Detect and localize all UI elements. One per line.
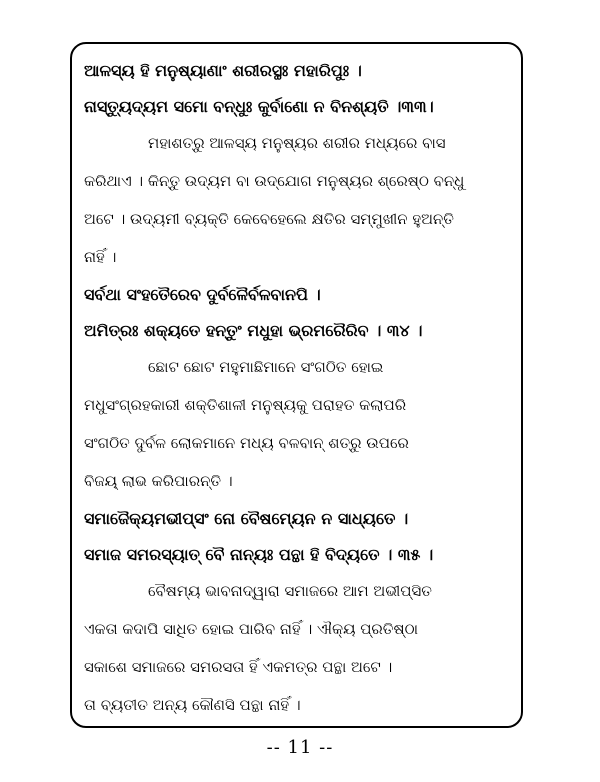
explanation-line: ମହାଶତ୍ରୁ ଆଳସ୍ୟ ମନୁଷ୍ୟର ଶରୀର ମଧ୍ୟରେ ବାସ <box>148 134 446 152</box>
explanation-line: ସକାଶେ ସମାଜରେ ସମରସତା ହିଁ ଏକମତ୍ର ପନ୍ଥା ଅଟେ । <box>84 658 393 676</box>
explanation-line: ଏକତା କଦାପି ସାଧିତ ହୋଇ ପାରିବ ନାହିଁ । ଐକ୍ୟ ପ୍ରତିଷ୍ଠା <box>84 620 418 638</box>
verse-line: ନାସ୍ତ୍ୟୁଦ୍ୟମ ସମୋ ବନ୍ଧୁଃ କୁର୍ବାଣୋ ନ ବିନଶ୍ୟତି ।୩୩। <box>84 97 434 116</box>
explanation-35 <box>84 578 509 718</box>
verse-33 <box>84 58 509 120</box>
explanation-line: ମଧୁସଂଗ୍ରହକାରୀ ଶକ୍ତିଶାଳୀ ମନୁଷ୍ୟକୁ ପରାହତ କଲାପରି <box>84 396 407 414</box>
explanation-line: ବୈଷମ୍ୟ ଭାବନାଦ୍ୱାରା ସମାଜରେ ଆମ ଅଭୀପ୍‌ସିତ <box>148 582 433 600</box>
verse-line: ଆଳସ୍ୟ ହି ମନୁଷ୍ୟାଣାଂ ଶରୀରସ୍ଥଃ ମହାରିପୁଃ । <box>84 61 362 80</box>
explanation-line: ନାହିଁ । <box>84 248 117 266</box>
page-frame <box>70 42 523 728</box>
explanation-line: ଛୋଟ ଛୋଟ ମହୁମାଛିମାନେ ସଂଗଠିତ ହୋଇ <box>148 358 384 376</box>
explanation-line: ବିଜୟ୍ ଲାଭ କରିପାରନ୍ତି । <box>84 472 233 490</box>
verse-line: ସର୍ବଥା ସଂହତୈରେବ ଦୁର୍ବଳୈର୍ବଳବାନପି । <box>84 285 321 304</box>
verse-35 <box>84 506 509 568</box>
explanation-line: ତା ବ୍ୟତୀତ ଅନ୍ୟ କୌଣସି ପନ୍ଥା ନାହିଁ । <box>84 696 301 714</box>
page-number: -- 11 -- <box>266 737 334 758</box>
explanation-line: ଅଟେ । ଉଦ୍ୟମୀ ବ୍ୟକ୍ତି କେବେହେଲେ କ୍ଷତିର ସମ୍ମୁଖୀନ ହୁଅନ୍ତି <box>84 210 454 228</box>
verse-line: ସମାଜୈକ୍ୟମଭୀପ୍ସଂ ନୋ ବୈଷମ୍ୟେନ ନ ସାଧ୍ୟତେ । <box>84 509 409 528</box>
explanation-33 <box>84 130 509 270</box>
verse-line: ସମାଜ ସମରସ୍ୟାତ୍ ବୈ ନାନ୍ୟଃ ପନ୍ଥା ହି ବିଦ୍ୟତେ । ୩୫ । <box>84 545 434 564</box>
verse-34 <box>84 282 509 344</box>
explanation-line: କରିଥାଏ । କିନ୍ତୁ ଉଦ୍ୟମ ବା ଉଦ୍‌ଯୋଗ ମନୁଷ୍ୟର ଶ୍ରେଷ୍ଠ ବନ୍ଧୁ <box>84 172 465 190</box>
explanation-line: ସଂଗଠିତ ଦୁର୍ବଳ ଲୋକମାନେ ମଧ୍ୟ ବଳବାନ୍ ଶତ୍ରୁ ଉପରେ <box>84 434 409 452</box>
explanation-34 <box>84 354 509 494</box>
verse-line: ଅମିତ୍ରଃ ଶକ୍ୟତେ ହନ୍ତୁଂ ମଧୁହା ଭ୍ରମରୈରିବ । ୩୪ । <box>84 321 423 340</box>
